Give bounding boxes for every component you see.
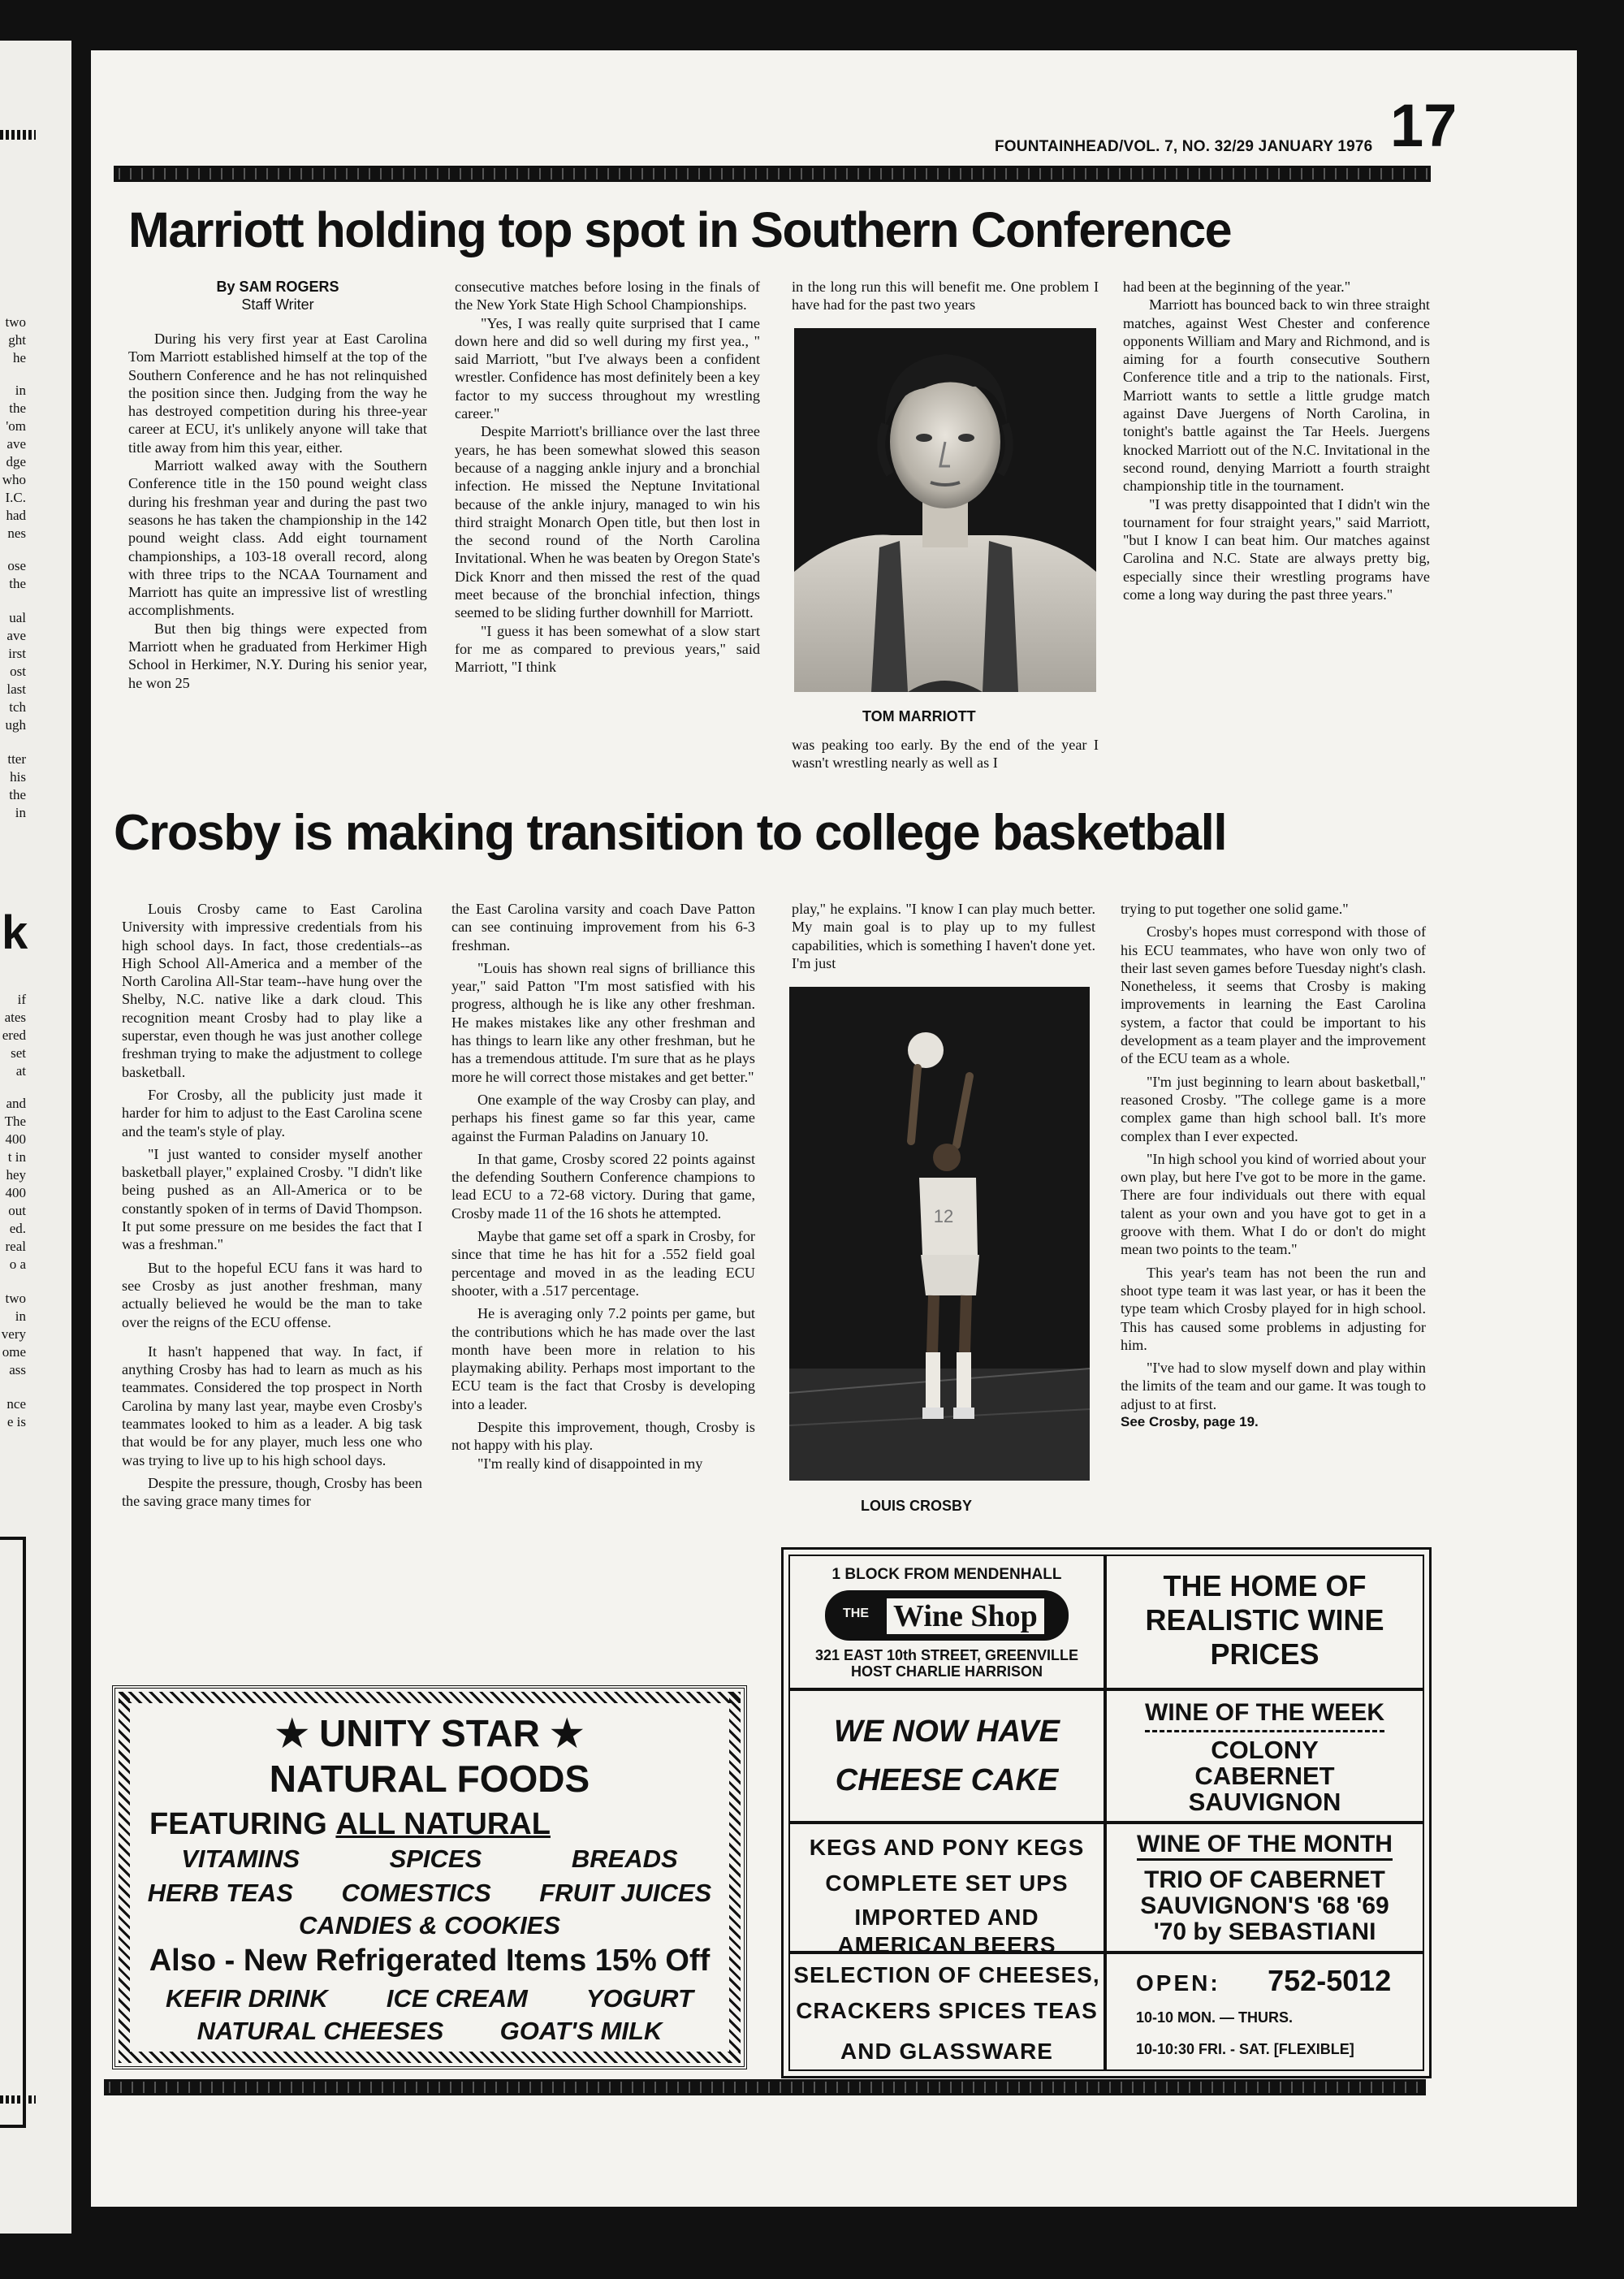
prev-page-fragment: who (2, 472, 26, 487)
ad-row-1 (112, 1844, 747, 1874)
paragraph: Marriott walked away with the Southern Conference title in the 150 pound weight class during his freshman year and during the past two seasons he has taken the championship in the 142 pound weight class. Add eight tournament championships, a 103-18 overall record, along with three trips to the NCAA Tournament and Marriott has quite an impressive list of wrestling accomplishments. (128, 457, 427, 619)
item-fruit-juices: FRUIT JUICES (539, 1879, 712, 1907)
paragraph: Maybe that game set off a spark in Crosby, for since that time he has hit for a .552 field goal percentage and moved in as the leading ECU shooter, with a .517 percentage. (451, 1228, 755, 1299)
cheeses-line-2: CRACKERS SPICES TEAS (796, 1998, 1098, 2023)
article2-column-4 (1121, 900, 1426, 1431)
paragraph: For Crosby, all the publicity just made it harder for him to adjust to the East Carolina scene and the team's style of play. (122, 1086, 422, 1140)
paragraph: in the long run this will benefit me. One problem I have had for the past two years (792, 279, 1099, 314)
article1-column-4 (1123, 278, 1430, 603)
item-vitamins: VITAMINS (181, 1844, 300, 1873)
wotm-title: WINE OF THE MONTH (1137, 1831, 1393, 1861)
prev-page-fragment: ates (4, 1010, 26, 1025)
paragraph: "Louis has shown real signs of brilliance this year," said Patton "I'm most satisfied with his progress, although he is like any other freshman. He makes mistakes like any other freshman and has things to learn like any other freshman, but he has a tremendous attitude. I'm sure that as he plays more he will correct those mistakes and get better." (451, 959, 755, 1085)
byline-name: By SAM ROGERS (216, 279, 339, 295)
prev-page-fragment: t in (7, 1149, 26, 1165)
prev-page-fragment: hey (6, 1167, 26, 1183)
ad-row-4 (112, 1984, 747, 2013)
ad-title-1: UNITY STAR (319, 1712, 540, 1754)
home-line-2: REALISTIC WINE (1145, 1603, 1384, 1637)
article2-column-1 (122, 900, 422, 1511)
paragraph: "I guess it has been somewhat of a slow start for me as compared to previous years," said Marriott, "I think (455, 622, 760, 676)
prev-page-fragment: I.C. (5, 490, 26, 505)
ad-row-3: CANDIES & COOKIES (298, 1911, 561, 1940)
prev-page-fragment: in (15, 1308, 26, 1324)
item-herb-teas: HERB TEAS (147, 1879, 293, 1907)
cheesecake-line-2: CHEESE CAKE (835, 1763, 1059, 1797)
masthead: FOUNTAINHEAD/VOL. 7, NO. 32/29 JANUARY 1976 (995, 138, 1373, 155)
item-yogurt: YOGURT (585, 1984, 693, 2013)
prev-page-ornament (0, 130, 36, 140)
paragraph: "I was pretty disappointed that I didn't win the tournament for four straight years," said Marriott, "but I know I can beat him. Our matches against Carolina and N.C. State are always pretty big, especially since their wrestling programs have come a long way during the past three years." (1123, 495, 1430, 603)
hours-weekday: 10-10 MON. — THURS. (1136, 2009, 1294, 2026)
prev-page-fragment: 400 (5, 1131, 26, 1147)
header-rule (114, 166, 1431, 182)
paragraph: had been at the beginning of the year." (1123, 279, 1351, 295)
paragraph: consecutive matches before losing in the finals of the New York State High School Championships. (455, 279, 760, 314)
prev-page-ornament-bottom (0, 2095, 36, 2104)
cheesecake-cell (788, 1689, 1105, 1823)
article2-column-3-top (792, 900, 1095, 972)
item-natural-cheeses: NATURAL CHEESES (197, 2017, 444, 2045)
paragraph: One example of the way Crosby can play, and perhaps his finest game so far this year, came against the Furman Paladins on January 10. (451, 1091, 755, 1144)
ad-wine-shop (781, 1547, 1432, 2078)
ad-row-5 (112, 2017, 747, 2046)
paragraph: Marriott has bounced back to win three straight matches, against West Chester and conference opponents William and Mary and Richmond, and is aiming for a fourth consecutive Southern Conference title and a trip to the nationals. First, Marriott wants to settle a little grudge match against Dave Juergens of North Carolina, in tonight's battle against the Tar Heels. Juergens knocked Marriott out of the N.C. Invitational in the second round, denying Marriott a fourth straight championship title in the tournament. (1123, 296, 1430, 495)
prev-page-fragment: ght (8, 332, 26, 348)
prev-page-fragment: he (12, 350, 26, 365)
kegs-line-4: AMERICAN BEERS (837, 1932, 1056, 1957)
prev-page-fragment: ose (7, 558, 26, 573)
paragraph: Despite the pressure, though, Crosby has been the saving grace many times for (122, 1474, 422, 1510)
paragraph: In that game, Crosby scored 22 points against the defending Southern Conference champions to lead ECU to a 72-68 victory. During that game, Crosby made 11 of the 16 shots he attempted. (451, 1150, 755, 1222)
photo-caption-marriott: TOM MARRIOTT (862, 708, 976, 724)
logo-the: THE (843, 1607, 869, 1620)
wotw-line-3: SAUVIGNON (1188, 1788, 1341, 1816)
item-spices: SPICES (389, 1844, 482, 1873)
prev-page-fragment: ave (6, 436, 26, 452)
home-line-1: THE HOME OF (1163, 1569, 1367, 1602)
wine-shop-logo (825, 1590, 1069, 1641)
prev-page-fragment: nes (7, 525, 26, 541)
prev-page-fragment: tch (9, 699, 26, 715)
prev-page-fragment: ave (6, 628, 26, 643)
item-ice-cream: ICE CREAM (386, 1984, 528, 2013)
paragraph: "I'm just beginning to learn about basketball," reasoned Crosby. "The college game is a more complex game than high school ball. It's more complex than I ever expected. (1121, 1073, 1426, 1144)
kegs-line-1: KEGS AND PONY KEGS (809, 1835, 1085, 1860)
hours-cell (1105, 1953, 1424, 2071)
wine-home-cell (1105, 1555, 1424, 1689)
prev-page-fragment: ass (9, 1362, 26, 1377)
ad-title-2: NATURAL FOODS (269, 1758, 590, 1800)
kegs-cell (788, 1823, 1105, 1957)
prev-page-fragment: two (5, 1291, 26, 1306)
previous-page-edge (0, 41, 71, 2234)
prev-page-fragment: two (5, 314, 26, 330)
paragraph: trying to put together one solid game." (1121, 901, 1349, 917)
prev-page-fragment: ual (9, 610, 26, 625)
prev-page-fragment: had (6, 508, 26, 523)
item-goats-milk: GOAT'S MILK (499, 2017, 663, 2045)
byline (128, 278, 427, 314)
svg-text:12: 12 (933, 1206, 954, 1226)
prev-page-fragment: very (1, 1326, 26, 1342)
article1-column-2 (455, 278, 760, 677)
ad-row-2 (112, 1879, 747, 1908)
open-label: OPEN: (1136, 1970, 1220, 1996)
prev-page-fragment: e is (6, 1414, 26, 1429)
ad-title-row (112, 1711, 747, 1755)
prev-page-fragment: 'om (6, 418, 26, 434)
logo-name: Wine Shop (887, 1598, 1044, 1634)
article1-column-1 (128, 278, 427, 692)
wotm-line-3: '70 by SEBASTIANI (1153, 1918, 1376, 1945)
photo-tom-marriott (794, 328, 1096, 692)
paragraph: This year's team has not been the run and shoot type team it was last year, or has it been the type team which Crosby played for in high school. This has caused some problems in adjusting for him. (1121, 1264, 1426, 1353)
prev-page-fragment: irst (8, 646, 26, 661)
featuring-underlined: ALL NATURAL (335, 1807, 551, 1841)
prev-page-fragment: the (9, 576, 26, 591)
wotw-line-1: COLONY (1211, 1736, 1319, 1764)
headline-crosby: Crosby is making transition to college basketball (114, 805, 1227, 861)
wine-location: 1 BLOCK FROM MENDENHALL (831, 1566, 1062, 1583)
prev-page-fragment: dge (6, 454, 26, 469)
featuring-label: FEATURING (149, 1807, 327, 1841)
paragraph: was peaking too early. By the end of the year I wasn't wrestling nearly as well as I (792, 737, 1099, 772)
wotw-line-2: CABERNET (1194, 1762, 1335, 1790)
wotm-line-2: SAUVIGNON'S '68 '69 (1140, 1892, 1389, 1919)
ad-unity-star-natural-foods (112, 1685, 747, 2069)
paragraph: During his very first year at East Carolina Tom Marriott established himself at the top of the Southern Conference and he has not relinquished the position since then. Judging from the way he has destroyed competition during his three-year career at ECU, it's unlikely anyone will take that title away from him this year, either. (128, 331, 427, 456)
kegs-line-3: IMPORTED AND (854, 1905, 1039, 1930)
cheeses-line-1: SELECTION OF CHEESES, (793, 1962, 1100, 1987)
wine-of-month-cell (1105, 1823, 1424, 1953)
prev-page-fragment: ugh (5, 717, 26, 733)
headline-marriott: Marriott holding top spot in Southern Conference (128, 202, 1232, 257)
wine-address: 321 EAST 10th STREET, GREENVILLE (814, 1647, 1079, 1663)
star-icon: ★ (550, 1712, 584, 1754)
ad-featuring-row (149, 1807, 784, 1842)
vine-ornament-bottom (119, 2052, 741, 2063)
prev-page-fragment: in (15, 805, 26, 820)
wotm-line-1: TRIO OF CABERNET (1144, 1866, 1385, 1893)
paragraph: Despite Marriott's brilliance over the last three years, he has been somewhat slowed this season because of a nagging ankle injury and a bronchial infection. He missed the Neptune Invitational because of the ankle injury, managed to win his third straight Monarch Open title, but then lost in the second round of the North Carolina Invitational. When he was beaten by Oregon State's Dick Knorr and then missed the rest of the quad meet because of the bronchial infection, things seemed to be sliding further downhill for Marriott. (455, 423, 760, 621)
wine-of-week-cell (1105, 1689, 1424, 1823)
page-number: 17 (1390, 92, 1458, 159)
prev-page-fragment: ost (10, 664, 26, 679)
star-icon: ★ (275, 1712, 309, 1754)
phone-number: 752-5012 (1268, 1964, 1392, 1997)
see-also-link[interactable]: See Crosby, page 19. (1121, 1414, 1259, 1430)
prev-page-ad-box (0, 1537, 26, 2128)
home-line-3: PRICES (1210, 1637, 1320, 1671)
wine-shop-logo-cell (788, 1555, 1105, 1689)
wrestler-portrait-icon (794, 328, 1096, 692)
prev-page-fragment: The (4, 1114, 26, 1129)
basketball-player-icon (789, 987, 1090, 1481)
paragraph: "I'm really kind of disappointed in my (477, 1455, 703, 1472)
prev-page-fragment: and (6, 1096, 26, 1111)
cheeses-line-3: AND GLASSWARE (840, 2039, 1053, 2064)
paragraph: "Yes, I was really quite surprised that I came down here and did so well during my first yea., " said Marriott, "but I've always been a confident wrestler. Confidence has most definitely been a key factor to my success throughout my wrestling career." (455, 314, 760, 422)
photo-caption-crosby: LOUIS CROSBY (861, 1498, 973, 1514)
paragraph: Crosby's hopes must correspond with those of his ECU teammates, who have won only two of their last seven games before Tuesday night's clash. Nonetheless, it seems that Crosby is making improvements in learning the East Carolina system, a factor that could be important to his development as a team player and the improvement of the ECU team as a whole. (1121, 923, 1426, 1067)
article2-column-2 (451, 900, 755, 1472)
prev-page-fragment: if (17, 992, 26, 1007)
paragraph: It hasn't happened that way. In fact, if anything Crosby has had to learn as much as his teammates. Considered the top prospect in North Carolina by many last year, maybe even Crosby's teammates looked to him as a leader. A big task that would be for any player, much less one who was trying to live up to his high school days. (122, 1343, 422, 1468)
cheesecake-line-1: WE NOW HAVE (834, 1715, 1060, 1749)
article1-column-3-bottom (792, 736, 1099, 772)
wine-host: HOST CHARLIE HARRISON (850, 1663, 1043, 1680)
paragraph: Louis Crosby came to East Carolina University with impressive credentials from his high school days. In fact, those credentials--as High School All-America and a member of the North Carolina All-Star team--have hung over the Shelby, N.C. native like a dark cloud. This recognition meant Crosby had to play like a superstar, even though he was just another college freshman trying to make the adjustment to college basketball. (122, 901, 422, 1080)
prev-page-fragment: the (9, 400, 26, 416)
footer-rule (104, 2079, 1426, 2095)
prev-page-headline-fragment: k (2, 906, 28, 959)
vine-ornament-top (119, 1692, 741, 1703)
prev-page-fragment: ered (2, 1027, 26, 1043)
kegs-line-2: COMPLETE SET UPS (825, 1870, 1069, 1896)
paragraph: "I just wanted to consider myself another basketball player," explained Crosby. "I didn't like being pushed as an All-America or to be constantly spoken of in terms of David Thompson. It put some pressure on me besides the fact that I was a freshman." (122, 1145, 422, 1253)
photo-louis-crosby (789, 987, 1090, 1481)
prev-page-fragment: o a (9, 1256, 26, 1272)
wotw-title: WINE OF THE WEEK (1145, 1699, 1384, 1732)
paragraph: But then big things were expected from Marriott when he graduated from Herkimer High School in Herkimer, N.Y. During his senior year, he won 25 (128, 620, 427, 691)
prev-page-fragment: ed. (9, 1221, 26, 1236)
prev-page-fragment: ome (2, 1344, 26, 1360)
prev-page-fragment: last (6, 681, 26, 697)
open-row (1136, 1964, 1423, 1998)
byline-title: Staff Writer (241, 296, 314, 313)
paragraph: play," he explains. "I know I can play much better. My main goal is to play up to my fullest capabilities, which is something I haven't done yet. I'm just (792, 901, 1095, 971)
hours-weekend: 10-10:30 FRI. - SAT. [FLEXIBLE] (1136, 2041, 1354, 2057)
paragraph: "I've had to slow myself down and play within the limits of the team and our game. It was tough to adjust to at first. (1121, 1360, 1426, 1412)
prev-page-fragment: real (5, 1239, 26, 1254)
paragraph: "In high school you kind of worried about your own play, but here I've got to be more in the game. There are four individuals out there with equal talent as your own and you have got to get in a groove with them. What I do or don't do might mean two points to the team." (1121, 1150, 1426, 1258)
prev-page-fragment: tter (7, 751, 26, 767)
paragraph: But to the hopeful ECU fans it was hard to see Crosby as just another freshman, many actually believed he would be the man to take over the reigns of the ECU offense. (122, 1259, 422, 1330)
ad-promo: Also - New Refrigerated Items 15% Off (149, 1944, 710, 1978)
prev-page-fragment: his (10, 769, 26, 785)
prev-page-fragment: in (15, 383, 26, 398)
article1-column-3-top (792, 278, 1099, 314)
item-breads: BREADS (571, 1844, 678, 1873)
paragraph: He is averaging only 7.2 points per game, but the contributions which he has made over the last month have been more in relation to his playmaking ability. Perhaps most important to the ECU team is the fact that Crosby is developing into a leader. (451, 1305, 755, 1412)
cheeses-cell (788, 1953, 1105, 2071)
prev-page-fragment: nce (6, 1396, 26, 1412)
paragraph: the East Carolina varsity and coach Dave Patton can see continuing improvement from his 6-3 freshman. (451, 901, 755, 954)
prev-page-fragment: the (9, 787, 26, 802)
prev-page-fragment: at (15, 1063, 26, 1079)
paragraph: Despite this improvement, though, Crosby is not happy with his play. (451, 1419, 755, 1454)
item-kefir-drink: KEFIR DRINK (166, 1984, 328, 2013)
prev-page-fragment: 400 (5, 1185, 26, 1200)
prev-page-fragment: set (11, 1045, 26, 1061)
prev-page-fragment: out (8, 1203, 26, 1218)
item-comestics: COMESTICS (341, 1879, 491, 1907)
